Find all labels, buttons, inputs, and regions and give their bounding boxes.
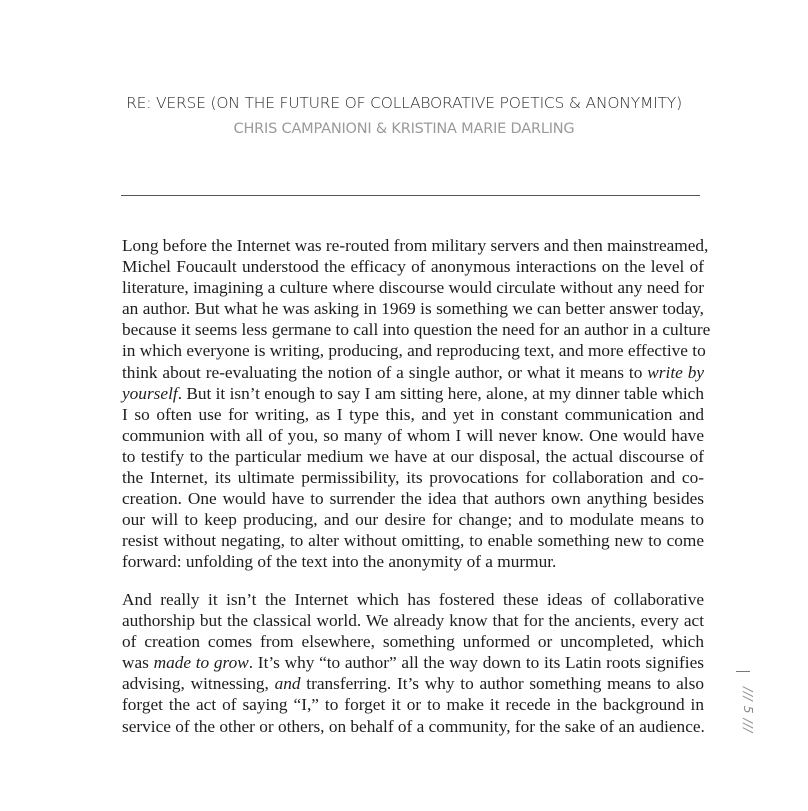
text-line: forget the act of saying “I,” to forget it or to make it recede in the background in xyxy=(122,695,704,715)
text-line: communion with all of you, so many of whom I will never know. One would have xyxy=(122,425,704,445)
text-line: Michel Foucault understood the efficacy of anonymous interactions on the level of xyxy=(122,257,704,277)
text-line: resist without negating, to alter without omitting, to enable something new to come xyxy=(122,531,704,551)
emphasis-text: made to grow xyxy=(153,653,249,673)
text-line: I so often use for writing, as I type this, and yet in constant communication and xyxy=(122,404,704,424)
text-line: was made to grow. It’s why “to author” all the way down to its Latin roots signifies xyxy=(122,653,705,673)
folio-bar xyxy=(736,671,750,672)
article-authors: CHRIS CAMPANIONI & KRISTINA MARIE DARLING xyxy=(233,121,575,137)
text-line: in which everyone is writing, producing, and reproducing text, and more effective to xyxy=(122,341,706,361)
text-line: And really it isn’t the Internet which has fostered these ideas of collaborative xyxy=(122,590,704,609)
text-line: think about re-evaluating the notion of a single author, or what it means to write by xyxy=(122,362,705,382)
text-line: Long before the Internet was re-routed from military servers and then mainstreamed, xyxy=(122,236,709,255)
paragraph-2 xyxy=(122,589,704,737)
text-line: our will to keep producing, and our desire for change; and to modulate means to xyxy=(122,510,704,530)
text-line: authorship but the classical world. We already know that for the ancients, every act xyxy=(122,611,704,631)
text-line: advising, witnessing, and transferring. It’s why to author something means to also xyxy=(122,674,704,694)
page-folio xyxy=(730,665,760,745)
text-line: of creation comes from elsewhere, something unformed or uncompleted, which xyxy=(122,632,704,652)
page-number: /// 5 /// xyxy=(741,687,756,733)
text-line: the Internet, its ultimate permissibility, its provocations for collaboration and co- xyxy=(122,468,704,488)
article-title: RE: VERSE (ON THE FUTURE OF COLLABORATIVE POETICS & ANONYMITY) xyxy=(126,94,682,112)
text-line: creation. One would have to surrender the idea that authors own anything besides xyxy=(122,489,704,509)
text-line: forward: unfolding of the text into the anonymity of a murmur. xyxy=(122,552,557,572)
paragraph-1 xyxy=(122,235,711,573)
emphasis-text: write by xyxy=(647,362,705,382)
text-line: service of the other or others, on behalf of a community, for the sake of an audience. xyxy=(122,716,705,736)
emphasis-text: and xyxy=(274,674,301,694)
emphasis-text: yourself xyxy=(122,383,178,403)
text-line: to testify to the particular medium we have at our disposal, the actual discourse of xyxy=(122,446,704,466)
text-line: literature, imagining a culture where discourse would circulate without any need for xyxy=(122,278,704,298)
text-line: an author. But what he was asking in 1969 is something we can better answer today, xyxy=(122,299,704,319)
text-line: because it seems less germane to call into question the need for an author in a culture xyxy=(122,320,711,340)
text-line: yourself. But it isn’t enough to say I am sitting here, alone, at my dinner table which xyxy=(122,383,704,403)
header-divider xyxy=(121,195,700,196)
